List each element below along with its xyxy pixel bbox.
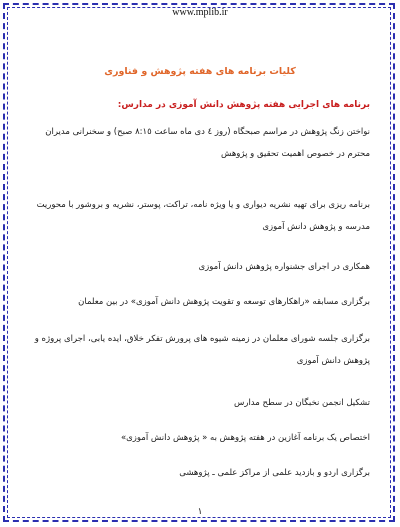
document-title: کلیات برنامه های هفته پژوهش و فناوری <box>104 66 296 77</box>
item-line: اختصاص یک برنامه آغازین در هفته پژوهش به « پژوهش دانش آموزی» <box>120 433 370 443</box>
item-line: تشکیل انجمن نخبگان در سطح مدارس <box>233 398 370 408</box>
list-item <box>25 291 370 313</box>
list-item <box>25 462 370 484</box>
section-heading: برنامه های اجرایی هفته پژوهش دانش آموزی در مدارس: <box>117 100 370 110</box>
item-line: برگزاری جلسه شورای معلمان در زمینه شیوه های پرورش تفکر خلاق، ایده یابی، اجرای پروژه و <box>34 334 370 344</box>
list-item <box>25 392 370 414</box>
list-item <box>25 328 370 372</box>
list-item <box>25 194 370 238</box>
item-line: همکاری در اجرای جشنواره پژوهش دانش آموزی <box>198 262 370 272</box>
list-item <box>25 256 370 278</box>
item-line: نواختن زنگ پژوهش در مراسم صبحگاه (روز ٤ دی ماه ساعت ٨:١٥ صبح) و سخنرانی مدیران <box>45 127 370 137</box>
site-url: www.mplib.ir <box>172 7 228 18</box>
item-line: مدرسه و پژوهش دانش آموزی <box>262 222 370 232</box>
item-line: محترم در خصوص اهمیت تحقیق و پژوهش <box>220 149 370 159</box>
list-item <box>25 427 370 449</box>
item-line: پژوهش دانش آموزی <box>296 356 370 366</box>
page-number: ١ <box>197 507 203 517</box>
item-line: برگزاری اردو و بازدید علمی از مراکز علمی ـ پژوهشی <box>179 468 370 478</box>
list-item <box>25 121 370 165</box>
item-line: برنامه ریزی برای تهیه نشریه دیواری و یا ویژه نامه، تراکت، پوستر، نشریه و بروشور با محوریت <box>36 200 370 210</box>
item-line: برگزاری مسابقه «راهکارهای توسعه و تقویت پژوهش دانش آموزی» در بین معلمان <box>78 297 370 307</box>
